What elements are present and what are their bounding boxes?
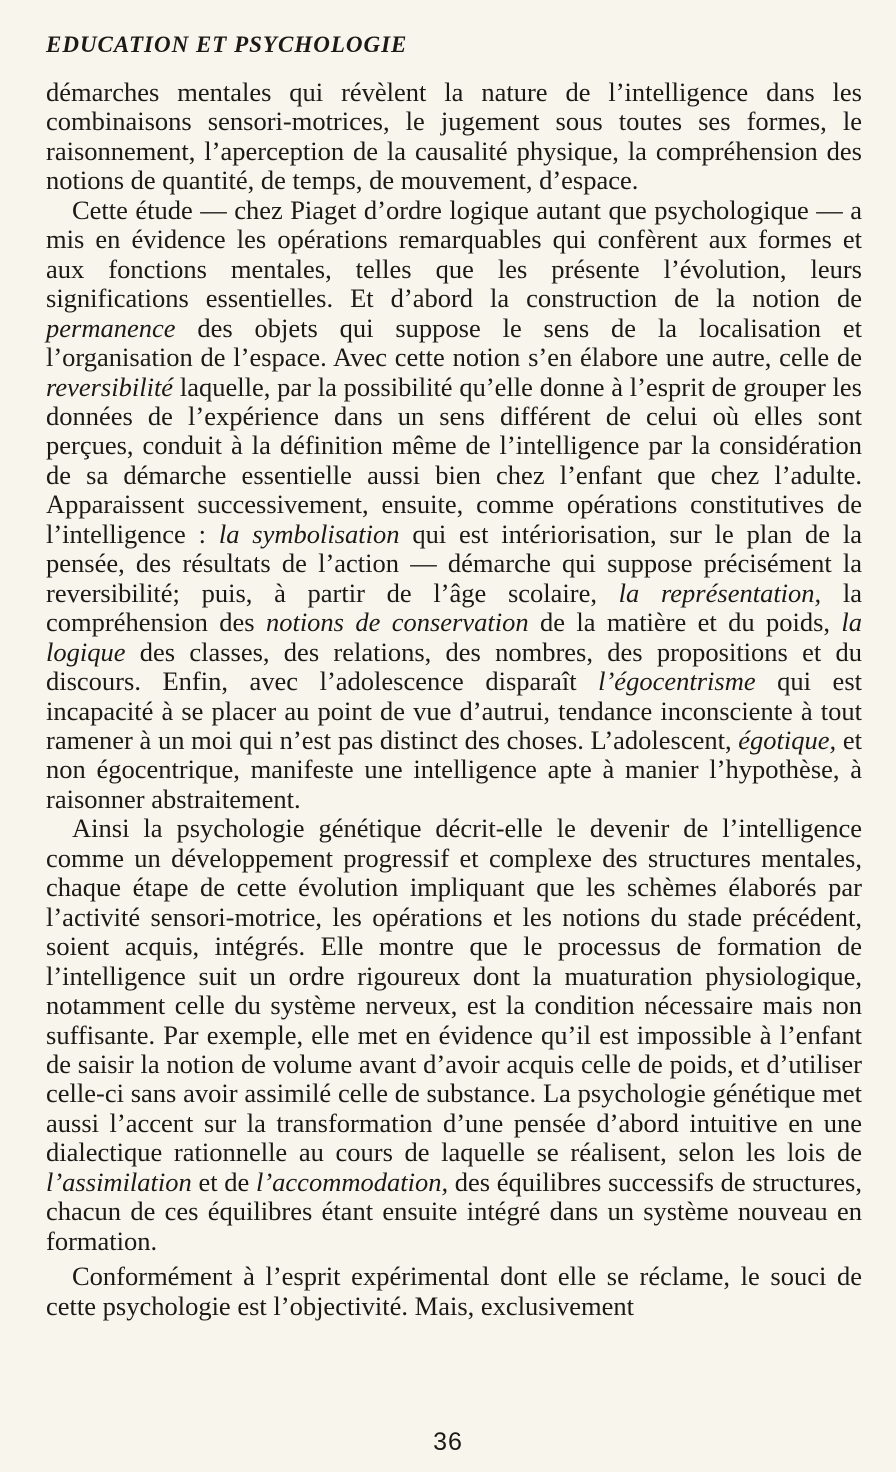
paragraph-4: [46, 1262, 862, 1321]
text-run: laquelle, par la possibilité qu’elle donne à l’esprit de grouper les données de l’expérience dans un sens différent de celui où elles sont perçues, conduit à la définition même de l’intelligence par la considération de sa démarche essentielle aussi bien chez l’enfant que chez l’adulte. Apparaissent successivement, ensuite, comme opérations constitutives de l’intelligence :: [46, 371, 862, 549]
paragraph-1: [46, 78, 862, 196]
text-run: qui est intériorisation, sur le plan de la pensée, des résultats de l’action — démarche qui suppose précisément la reversibilité; puis, à partir de l’âge scolaire,: [46, 518, 862, 608]
paragraph-3: [46, 814, 862, 1256]
italic-term-egocentrisme: l’égocentrisme: [598, 666, 756, 697]
text-run: des équilibres successifs de structures, chacun de ces équilibres étant ensuite intégré dans un système nouveau en formation.: [46, 1166, 862, 1256]
text-run: Ainsi la psychologie génétique décrit-elle le devenir de l’intelligence comme un développement progressif et complexe des structures mentales, chaque étape de cette évolution impliquant que les schèmes élaborés par l’activité sensori-motrice, les opérations et les notions du stade précédent, soient acquis, intégrés. Elle montre que le processus de formation de l’intelligence suit un ordre rigoureux dont la muaturation physiologique, notamment celle du système nerveux, est la condition nécessaire mais non suffisante. Par exemple, elle met en évidence qu’il est impossible à l’enfant de saisir la notion de volume avant d’avoir acquis celle de poids, et d’utiliser celle-ci sans avoir assimilé celle de substance. La psychologie génétique met aussi l’accent sur la transformation d’une pensée d’abord intuitive en une dialectique rationnelle au cours de laquelle se réalisent, selon les lois de: [46, 813, 862, 1168]
text-run: Cette étude — chez Piaget d’ordre logique autant que psychologique — a mis en évidence les opérations remarquables qui confèrent aux formes et aux fonctions mentales, telles que les présente l’évolution, leurs significations essentielles. Et d’abord la construction de la notion de: [46, 194, 862, 314]
text-run: la compréhension des: [46, 577, 862, 638]
text-run: et de: [191, 1166, 256, 1197]
italic-term-symbolisation: la symbolisation: [218, 518, 400, 549]
paragraph-2: [46, 196, 862, 815]
page-number: 36: [433, 1428, 463, 1456]
italic-term-representation: la représentation,: [618, 577, 822, 608]
text-run: qui est incapacité à se placer au point de vue d’autrui, tendance inconsciente à tout ramener à un moi qui n’est pas distinct des choses. L’adolescent,: [46, 666, 862, 755]
italic-term-egotique: égotique,: [738, 724, 837, 755]
italic-term-reversibilite: reversibilité: [46, 371, 174, 402]
text-run: et non égocentrique, manifeste une intelligence apte à manier l’hypothèse, à raisonner abstraitement.: [46, 724, 862, 814]
italic-term-notions-de-conservation: notions de conservation: [265, 607, 529, 638]
italic-term-accommodation: l’accommodation,: [255, 1166, 449, 1197]
text-run: démarches mentales qui révèlent la nature de l’intelligence dans les combinaisons sensori-motrices, le jugement sous toutes ses formes, le raisonnement, l’aperception de la causalité physique, la compréhension des notions de quantité, de temps, de mouvement, d’espace.: [46, 77, 862, 196]
text-run: Conformément à l’esprit expérimental dont elle se réclame, le souci de cette psychologie est l’objectivité. Mais, exclusivement: [46, 1261, 862, 1321]
italic-term-assimilation: l’assimilation: [46, 1166, 192, 1197]
italic-term-la-logique: la logique: [46, 607, 862, 667]
text-run: de la matière et du poids,: [528, 607, 842, 638]
running-title: EDUCATION ET PSYCHOLOGIE: [46, 32, 408, 57]
italic-term-permanence: permanence: [46, 312, 176, 343]
text-run: des objets qui suppose le sens de la localisation et l’organisation de l’espace. Avec cette notion s’en élabore une autre, celle de: [46, 312, 862, 373]
body-text: [46, 78, 862, 1321]
text-run: des classes, des relations, des nombres, des propositions et du discours. Enfin, avec l’adolescence disparaît: [46, 636, 862, 697]
